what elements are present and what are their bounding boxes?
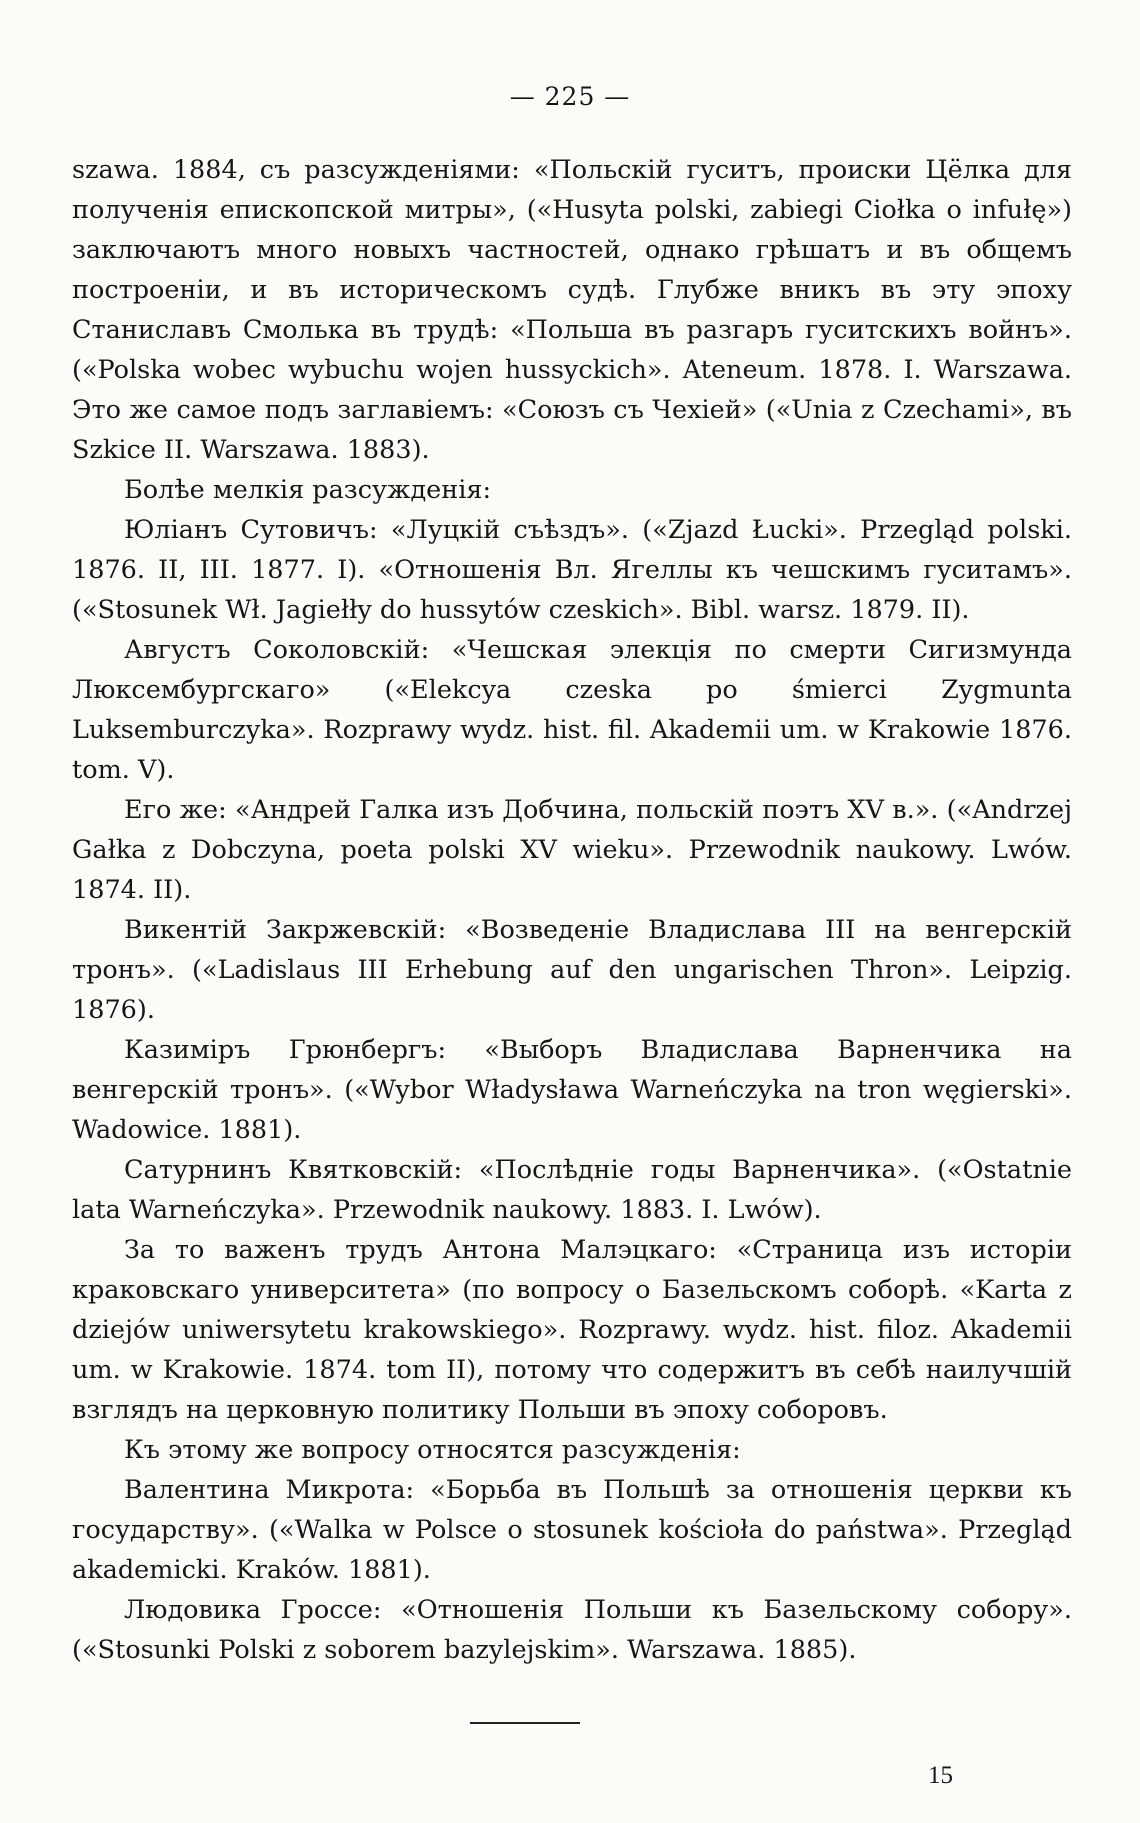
- paragraph: Казимiръ Грюнбергъ: «Выборъ Владислава Варненчика на венгерскiй тронъ». («Wybor Władysława Warneńczyka na tron węgierski». Wadowice. 1881).: [72, 1035, 1072, 1145]
- paragraph: Его же: «Андрей Галка изъ Добчина, польскiй поэтъ XV в.». («Andrzej Gałka z Dobczyna, poeta polski XV wieku». Przewodnik naukowy. Lwów. 1874. II).: [72, 795, 1072, 905]
- paragraph: Сатурнинъ Квятковскiй: «Послѣднiе годы Варненчика». («Ostatnie lata Warneńczyka». Przewodnik naukowy. 1883. I. Lwów).: [72, 1155, 1072, 1225]
- page-number-header: — 225 —: [509, 82, 631, 111]
- paragraph: szawa. 1884, съ разсужденiями: «Польскiй гуситъ, происки Цёлка для полученiя епископской митры», («Husyta polski, zabiegi Ciołka o infułę») заключаютъ много новыхъ частностей, однако грѣшатъ и въ общемъ построенiи, и въ историческомъ судѣ. Глубже вникъ въ эту эпоху Станиславъ Смолька въ трудѣ: «Польша въ разгаръ гуситскихъ войнъ». («Polska wobec wybuchu wojen hussyckich». Ateneum. 1878. I. Warszawa. Это же самое подъ заглавiемъ: «Союзъ съ Чехiей» («Unia z Czechami», въ Szkice II. Warszawa. 1883).: [72, 155, 1072, 465]
- paragraph: Болѣе мелкiя разсужденiя:: [124, 475, 492, 505]
- paragraph: Августъ Соколовскiй: «Чешская элекцiя по смерти Сигизмунда Люксембургскаго» («Elekcya czeska po śmierci Zygmunta Luksemburczyka». Rozprawy wydz. hist. fil. Akademii um. w Krakowie 1876. tom. V).: [72, 635, 1072, 785]
- paragraph: Людовика Гроссе: «Отношенiя Польши къ Базельскому собору». («Stosunki Polski z soborem bazylejskim». Warszawa. 1885).: [72, 1595, 1072, 1665]
- paragraph: За то важенъ трудъ Антона Малэцкаго: «Страница изъ исторiи краковскаго университета» (по вопросу о Базельскомъ соборѣ. «Karta z dziejów uniwersytetu krakowskiego». Rozprawy. wydz. hist. filoz. Akademii um. w Krakowie. 1874. tom II), потому что содержитъ въ себѣ наилучшiй взглядъ на церковную политику Польши въ эпоху соборовъ.: [72, 1235, 1072, 1425]
- paragraph: Валентина Микрота: «Борьба въ Польшѣ за отношенiя церкви къ государству». («Walka w Polsce o stosunek kościoła do państwa». Przegląd akademicki. Kraków. 1881).: [72, 1475, 1072, 1585]
- paragraph: Юлiанъ Сутовичъ: «Луцкiй съѣздъ». («Zjazd Łucki». Przegląd polski. 1876. II, III. 1877. I). «Отношенiя Вл. Ягеллы къ чешскимъ гуситамъ». («Stosunek Wł. Jagiełły do hussytów czeskich». Bibl. warsz. 1879. II).: [72, 515, 1072, 625]
- footer-divider: [470, 1722, 580, 1724]
- paragraph: Викентiй Закржевскiй: «Возведенiе Владислава III на венгерскiй тронъ». («Ladislaus III Erhebung auf den ungarischen Thron». Leipzig. 1876).: [72, 915, 1072, 1025]
- paragraph: Къ этому же вопросу относятся разсужденiя:: [124, 1435, 741, 1465]
- signature-mark: 15: [928, 1762, 953, 1789]
- page-body: [72, 150, 1072, 1670]
